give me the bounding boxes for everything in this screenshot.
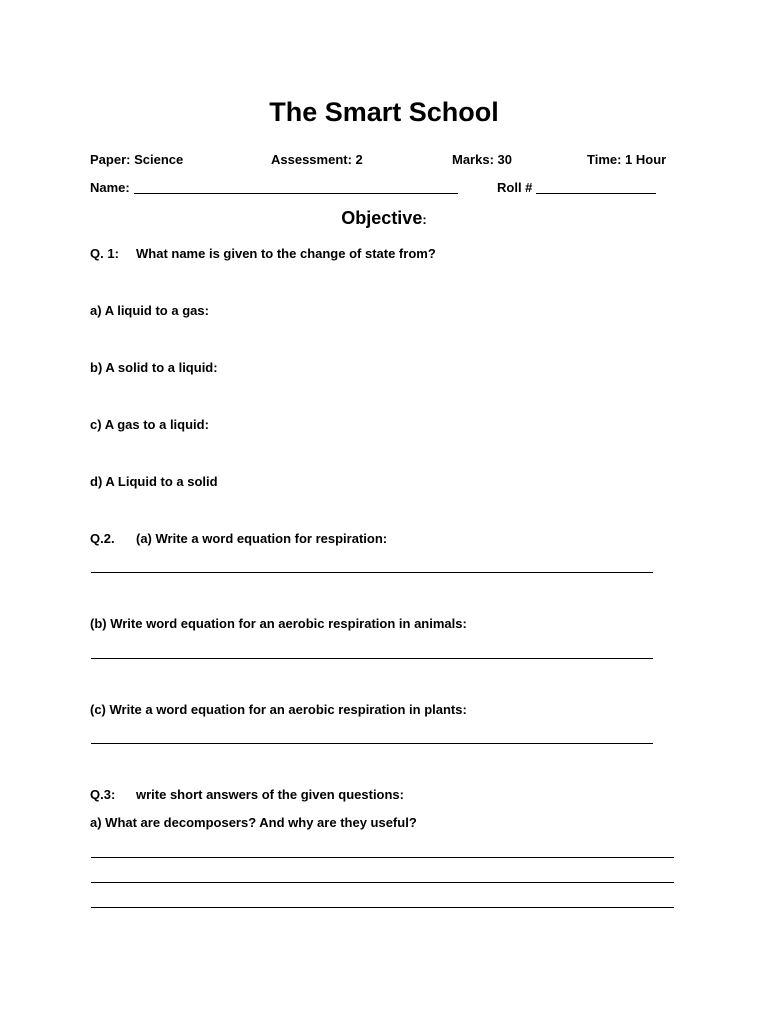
time-allowed: Time: 1 Hour	[587, 152, 667, 167]
q3-number: Q.3:	[90, 787, 116, 802]
q3a-answer-line-1	[91, 857, 674, 858]
section-heading	[0, 207, 768, 231]
q2-part-b: (b) Write word equation for an aerobic respiration in animals:	[90, 616, 467, 631]
q1-part-d: d) A Liquid to a solid	[90, 474, 218, 489]
section-colon: :	[422, 212, 427, 227]
name-blank-line	[134, 193, 458, 194]
q3a-answer-line-3	[91, 907, 674, 908]
q1-part-c: c) A gas to a liquid:	[90, 417, 209, 432]
q3-part-a: a) What are decomposers? And why are they useful?	[90, 815, 417, 830]
q2-number: Q.2.	[90, 531, 115, 546]
assessment-number: Assessment: 2	[271, 152, 363, 167]
q1-text: What name is given to the change of state from?	[136, 246, 436, 261]
total-marks: Marks: 30	[452, 152, 512, 167]
q2-part-a: (a) Write a word equation for respiration:	[136, 531, 388, 546]
page-title: The Smart School	[269, 97, 499, 127]
q2b-answer-line	[91, 658, 653, 659]
paper-subject: Paper: Science	[90, 152, 184, 167]
q3-text: write short answers of the given questions:	[136, 787, 404, 802]
q1-part-a: a) A liquid to a gas:	[90, 303, 209, 318]
section-title: Objective	[341, 208, 423, 228]
q1-part-b: b) A solid to a liquid:	[90, 360, 218, 375]
name-label: Name:	[90, 180, 130, 195]
roll-label: Roll #	[497, 180, 533, 195]
q2-part-c: (c) Write a word equation for an aerobic respiration in plants:	[90, 702, 467, 717]
q2c-answer-line	[91, 743, 653, 744]
q3a-answer-line-2	[91, 882, 674, 883]
q2a-answer-line	[91, 572, 653, 573]
q1-number: Q. 1:	[90, 246, 119, 261]
roll-blank-line	[536, 193, 656, 194]
